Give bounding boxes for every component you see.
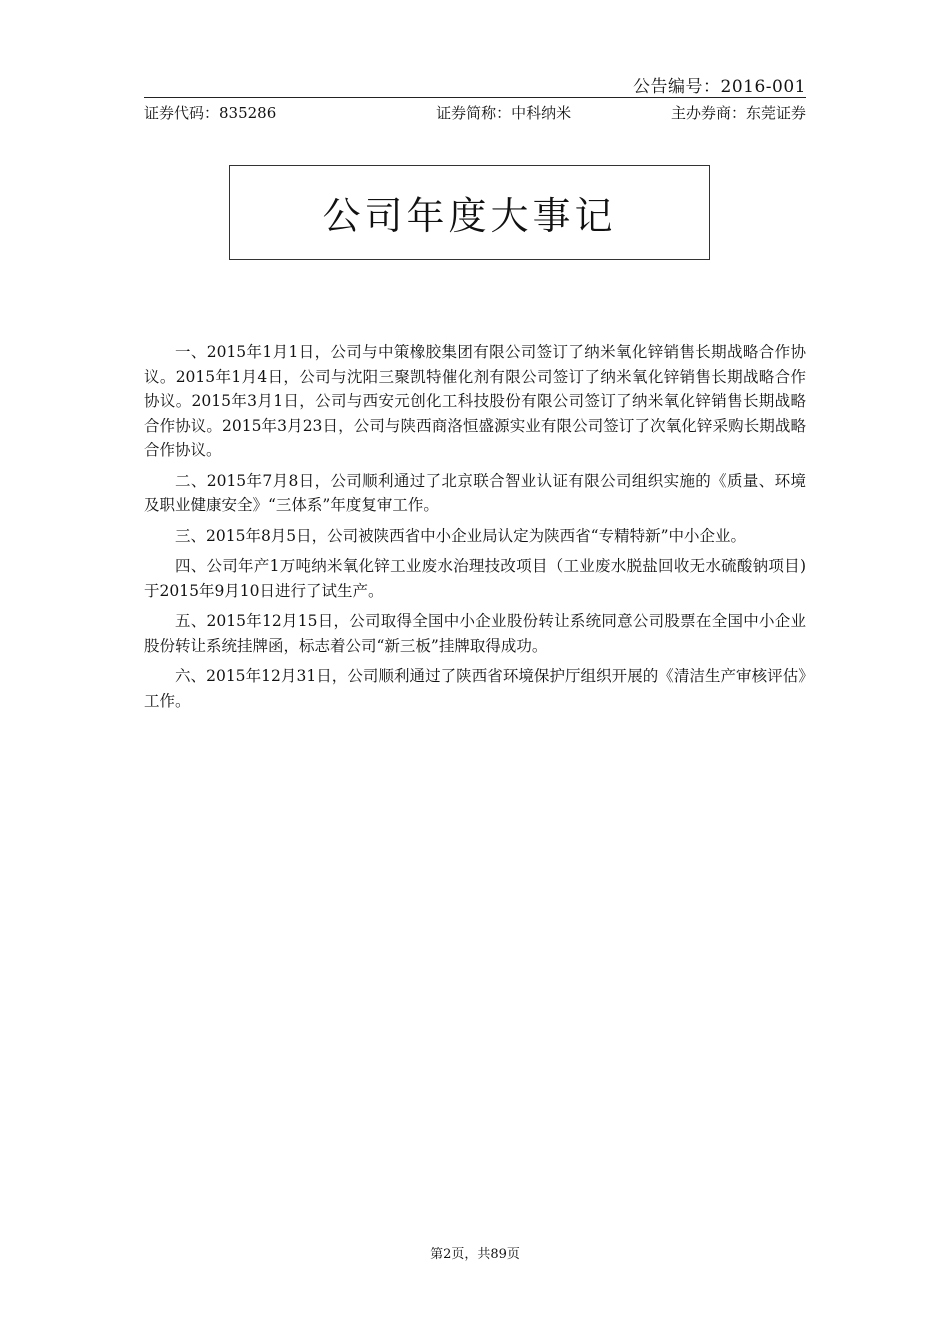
events-body bbox=[144, 340, 806, 719]
event-paragraph: 三、2015年8月5日，公司被陕西省中小企业局认定为陕西省“专精特新”中小企业。 bbox=[175, 526, 747, 545]
event-paragraph: 一、2015年1月1日，公司与中策橡胶集团有限公司签订了纳米氧化锌销售长期战略合作协议。2015年1月4日，公司与沈阳三聚凯特催化剂有限公司签订了纳米氧化锌销售长期战略合作协议。2015年3月1日，公司与西安元创化工科技股份有限公司签订了纳米氧化锌销售长期战略合作协议。2015年3月23日，公司与陕西商洛恒盛源实业有限公司签订了次氧化锌采购长期战略合作协议。 bbox=[144, 343, 806, 459]
stock-name: 证券简称：中科纳米 bbox=[436, 104, 572, 122]
header-divider bbox=[144, 97, 806, 98]
page-footer: 第2页，共89页 bbox=[430, 1247, 520, 1262]
header-info-row bbox=[144, 102, 806, 124]
title-box bbox=[229, 165, 710, 260]
event-paragraph: 四、公司年产1万吨纳米氧化锌工业废水治理技改项目（工业废水脱盐回收无水硫酸钠项目)于2015年9月10日进行了试生产。 bbox=[144, 557, 806, 600]
event-paragraph: 六、2015年12月31日，公司顺利通过了陕西省环境保护厅组织开展的《清洁生产审核评估》工作。 bbox=[144, 667, 806, 710]
event-paragraph: 五、2015年12月15日，公司取得全国中小企业股份转让系统同意公司股票在全国中小企业股份转让系统挂牌函，标志着公司“新三板”挂牌取得成功。 bbox=[144, 612, 806, 655]
notice-number: 公告编号：2016-001 bbox=[633, 77, 806, 97]
event-paragraph: 二、2015年7月8日，公司顺利通过了北京联合智业认证有限公司组织实施的《质量、环境及职业健康安全》“三体系”年度复审工作。 bbox=[144, 471, 806, 514]
page-title: 公司年度大事记 bbox=[322, 194, 617, 238]
stock-code: 证券代码：835286 bbox=[144, 104, 277, 122]
sponsor-broker: 主办券商：东莞证券 bbox=[670, 104, 806, 122]
